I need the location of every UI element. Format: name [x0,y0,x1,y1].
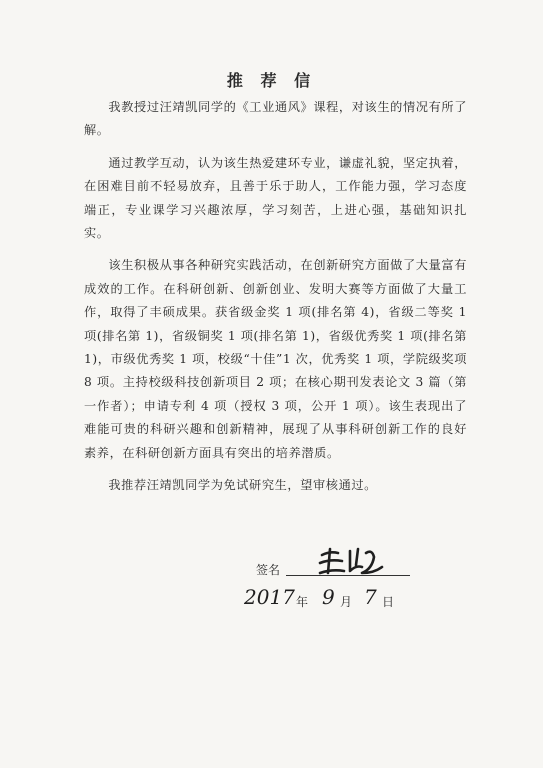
date-block [244,583,424,619]
letter-body [84,96,467,507]
signature-label: 签名 [256,563,281,577]
handwritten-year: 2017 [244,585,295,609]
handwritten-month: 9 [322,585,335,609]
paragraph-intro: 我教授过汪靖凯同学的《工业通风》课程，对该生的情况有所了解。 [84,100,467,138]
paragraph-achievements: 该生积极从事各种研究实践活动，在创新研究方面做了大量富有成效的工作。在科研创新、创新创业、发明大赛等方面做了大量工作，取得了丰硕成果。获省级金奖 1 项(排名第 4)，省级二等奖 1 项(排名第 1)，省级铜奖 1 项(排名第 1)，省级优秀奖 1 项(排名第 1)，市级优秀奖 1 项，校级“十佳”1 次，优秀奖 1 项，学院级奖项 8 项。主持校级科技创新项目 2 项；在核心期刊发表论文 3 篇（第一作者）；申请专利 4 项（授权 3 项，公开 1 项）。该生表现出了难能可贵的科研兴趣和创新精神，展现了从事科研创新工作的良好素养，在科研创新方面具有突出的培养潜质。 [84,258,467,460]
month-label: 月 [340,595,353,609]
year-label: 年 [296,595,309,609]
paragraph-character: 通过教学互动，认为该生热爱建环专业，谦虚礼貌，坚定执着，在困难目前不轻易放弃，且善于乐于助人，工作能力强，学习态度端正，专业课学习兴趣浓厚，学习刻苦，上进心强，基础知识扎实。 [84,155,467,241]
letter-title: 推 荐 信 [226,71,317,90]
handwritten-day: 7 [364,585,377,609]
paragraph-recommendation: 我推荐汪靖凯同学为免试研究生，望审核通过。 [108,478,377,493]
handwritten-signature [316,543,396,581]
day-label: 日 [382,595,395,609]
